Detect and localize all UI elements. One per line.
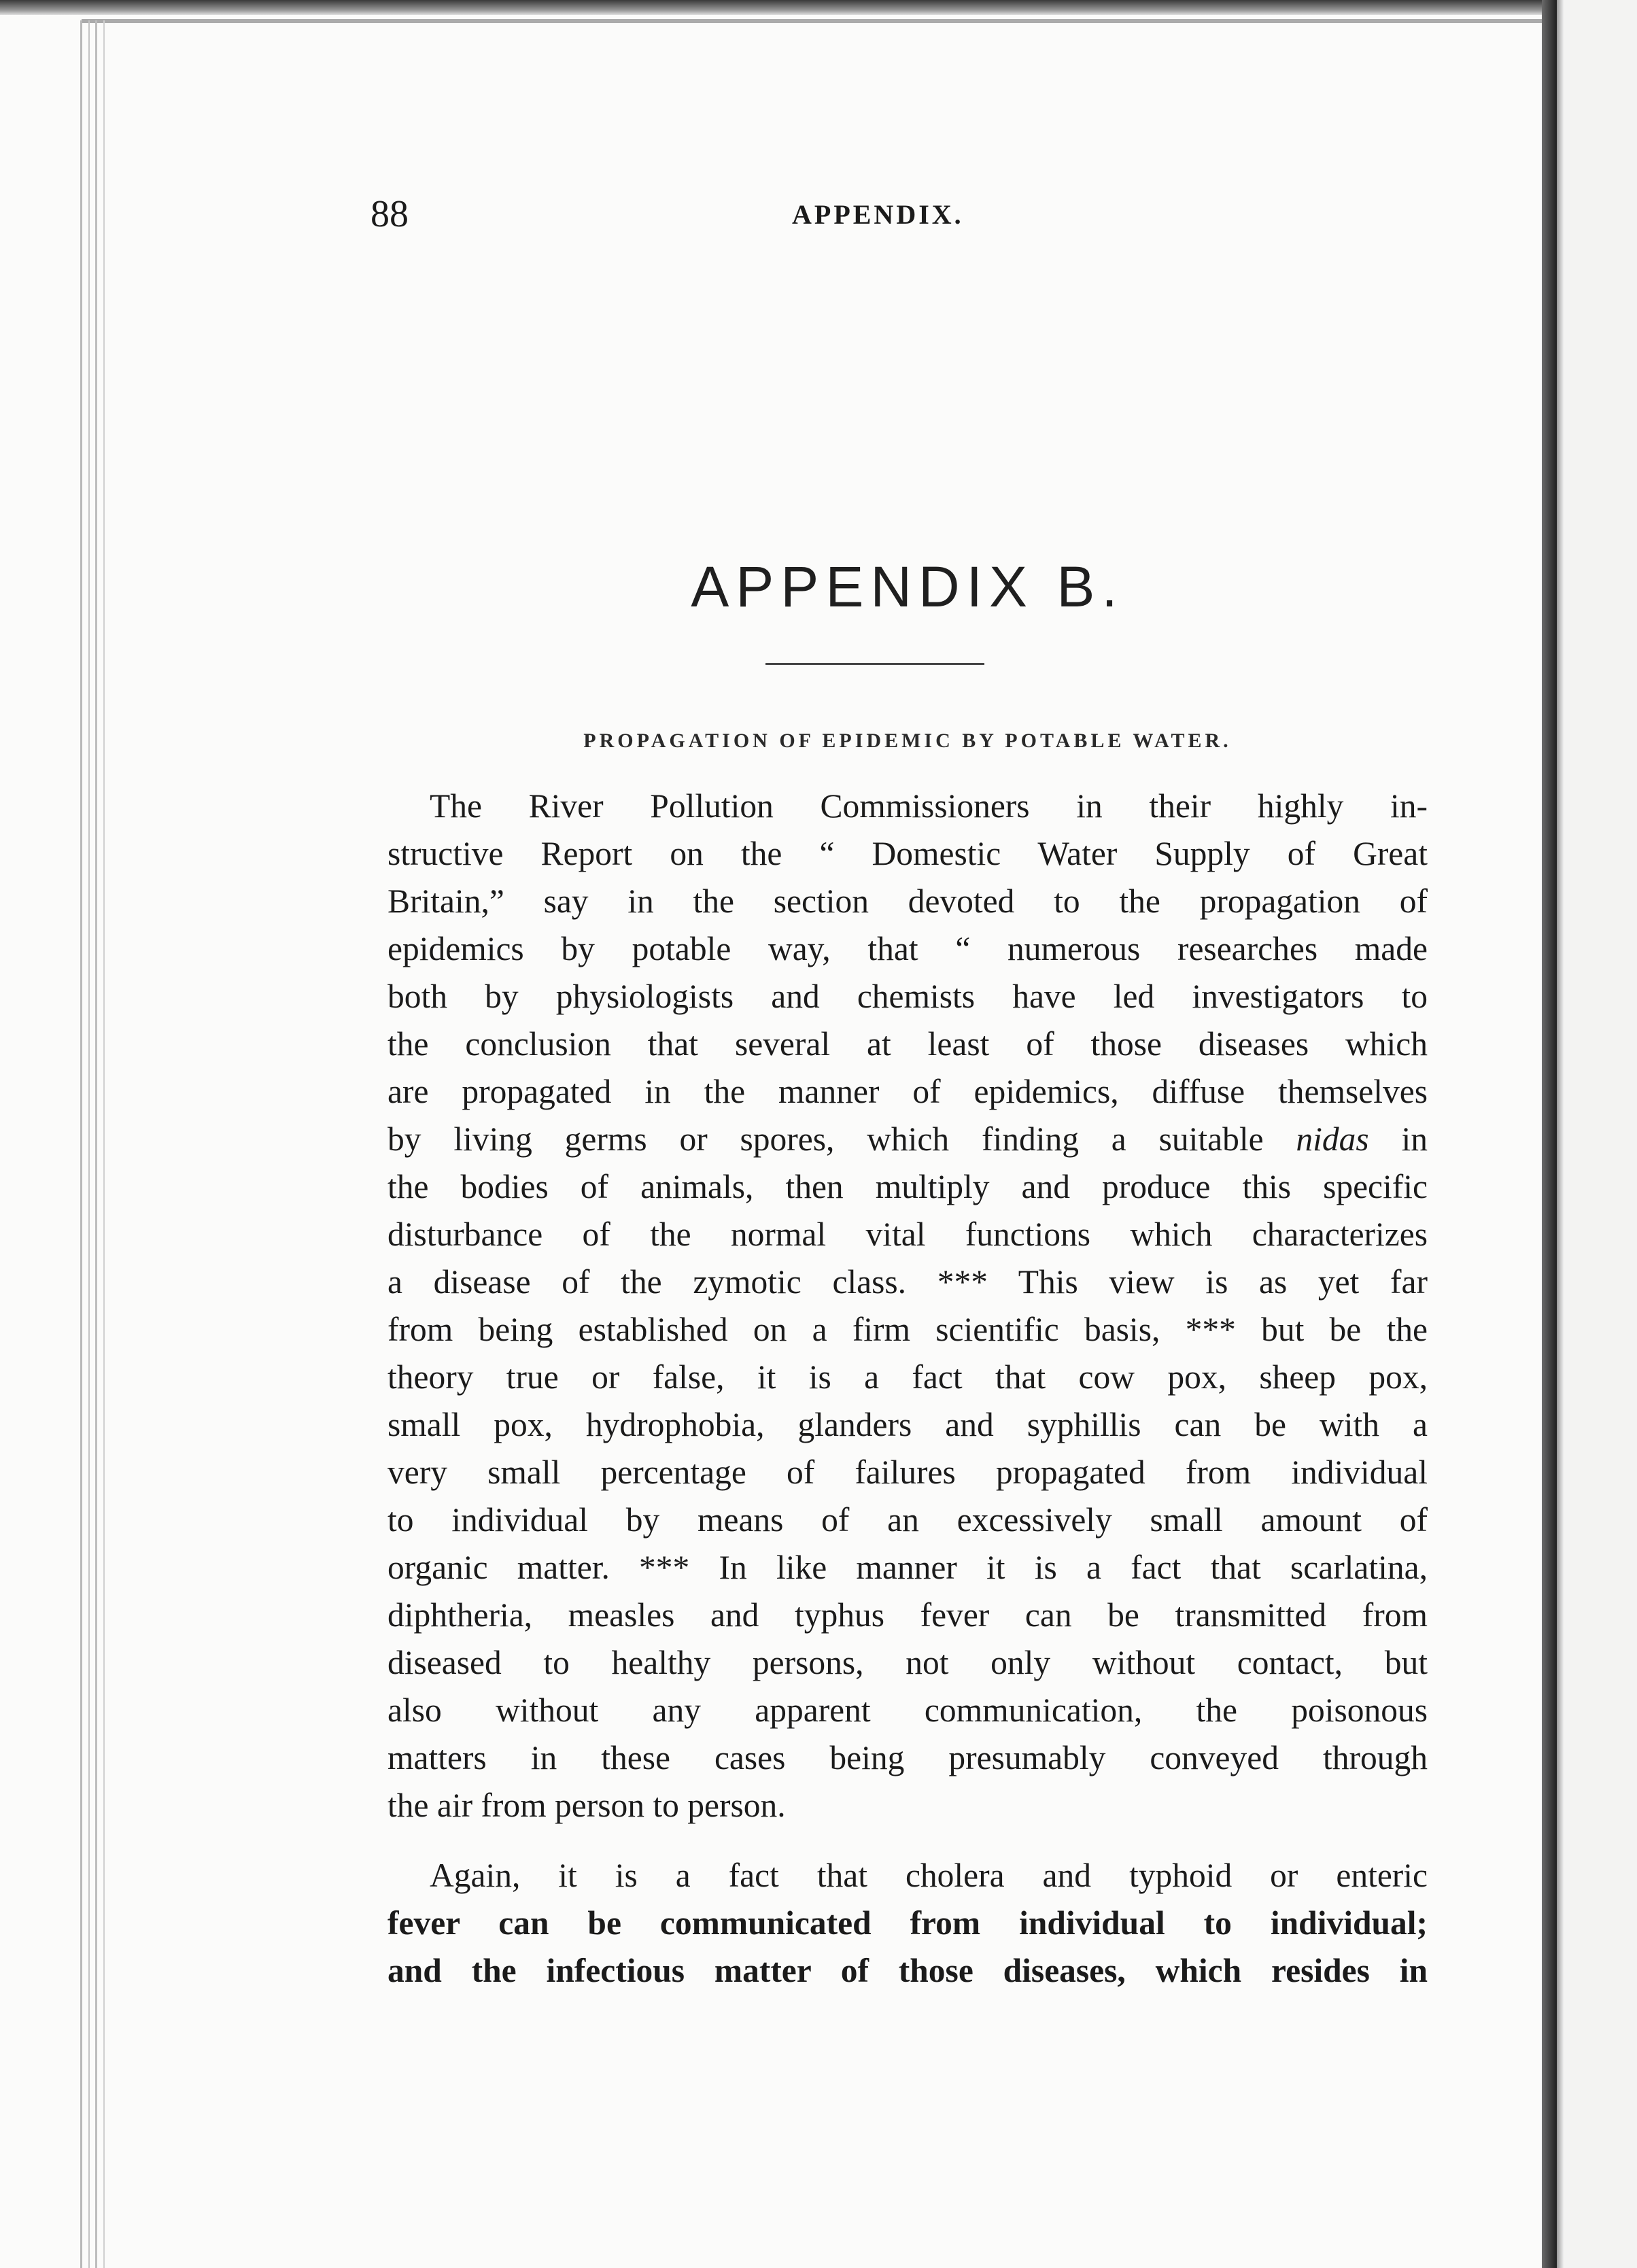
text-line: a disease of the zymotic class. *** This view is as yet far — [387, 1263, 1428, 1301]
text-line: very small percentage of failures propagated from individual — [387, 1454, 1428, 1491]
text-line: fever can be communicated from individual to individual; — [387, 1904, 1428, 1942]
text-line: epidemics by potable way, that “ numerous researches made — [387, 930, 1428, 967]
text-line: the air from person to person. — [387, 1787, 786, 1824]
section-heading: PROPAGATION OF EPIDEMIC BY POTABLE WATER. — [583, 729, 1232, 752]
page-edge — [95, 20, 97, 2268]
text-line: theory true or false, it is a fact that cow pox, sheep pox, — [387, 1358, 1428, 1396]
text-line: Again, it is a fact that cholera and typhoid or enteric — [430, 1857, 1428, 1894]
adjacent-page — [1557, 0, 1637, 2268]
text-line: The River Pollution Commissioners in their highly in- — [430, 787, 1428, 825]
adjacent-page-edge — [1557, 0, 1564, 2268]
text-line: to individual by means of an excessively small amount of — [387, 1501, 1428, 1539]
text-line: Britain,” say in the section devoted to the propagation of — [387, 882, 1428, 920]
text-line: matters in these cases being presumably conveyed through — [387, 1739, 1428, 1776]
page-edge — [103, 20, 105, 2268]
text-line: the conclusion that several at least of those diseases which — [387, 1025, 1428, 1063]
text-line: the bodies of animals, then multiply and produce this specific — [387, 1168, 1428, 1205]
text-line: diphtheria, measles and typhus fever can be transmitted from — [387, 1596, 1428, 1634]
appendix-title: APPENDIX B. — [691, 555, 1124, 619]
scan-top-border — [0, 0, 1542, 15]
book-gutter — [1542, 0, 1557, 2268]
page-edge — [80, 20, 82, 2268]
page-edge — [88, 20, 90, 2268]
scan-top-line — [82, 19, 1542, 23]
text-line: from being established on a firm scientific basis, *** but be the — [387, 1311, 1428, 1348]
text-line: are propagated in the manner of epidemics, diffuse themselves — [387, 1073, 1428, 1110]
text-line: also without any apparent communication, the poisonous — [387, 1691, 1428, 1729]
paragraph-1 — [387, 783, 1428, 1829]
running-head — [371, 190, 1431, 238]
italic-word: nidas — [1296, 1120, 1369, 1158]
paragraph-2 — [387, 1852, 1428, 1995]
text-line: organic matter. *** In like manner it is a fact that scarlatina, — [387, 1549, 1428, 1586]
title-rule — [765, 663, 984, 665]
running-title: APPENDIX. — [792, 199, 964, 230]
text-line: and the infectious matter of those diseases, which resides in — [387, 1952, 1428, 1989]
text-line: diseased to healthy persons, not only without contact, but — [387, 1644, 1428, 1681]
text-line: structive Report on the “ Domestic Water Supply of Great — [387, 835, 1428, 872]
page-number: 88 — [371, 193, 409, 235]
text-line: both by physiologists and chemists have led investigators to — [387, 978, 1428, 1015]
text-line-with-italic — [387, 1116, 1428, 1163]
text-line-start: by living germs or spores, which finding a suitable — [387, 1120, 1264, 1158]
text-line: disturbance of the normal vital functions which characterizes — [387, 1216, 1428, 1253]
text-line-end: in — [1401, 1120, 1428, 1158]
text-line: small pox, hydrophobia, glanders and syphillis can be with a — [387, 1406, 1428, 1443]
